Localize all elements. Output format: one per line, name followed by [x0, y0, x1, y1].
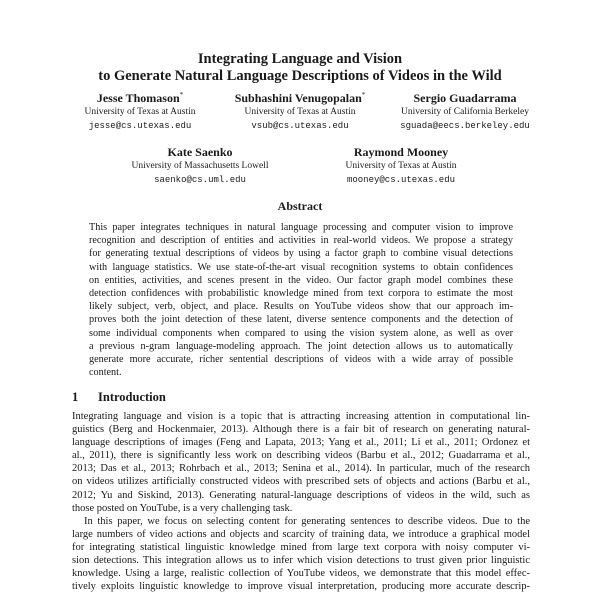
intro-line: In this paper, we focus on selecting content for generating sentences to describe videos. Due to the — [84, 515, 530, 527]
intro-line: guistics (Berg and Hockenmaier, 2013). Although there is a fair bit of research on generating natural- — [72, 424, 530, 436]
intro-line: 2013; Das et al., 2013; Rohrbach et al., 2013; Senina et al., 2014). In particular, much of the research — [72, 463, 530, 475]
section-title: Introduction — [98, 390, 166, 404]
author-name: Jesse Thomason* — [96, 91, 184, 105]
abstract-line: with language statistics. We use state-of-the-art visual recognition systems to obtain confidences — [89, 261, 513, 273]
intro-line: those posted on YouTube, is a very challenging task. — [72, 502, 293, 514]
author-email[interactable]: jesse@cs.utexas.edu — [88, 121, 192, 131]
author-affiliation: University of Texas at Austin — [84, 107, 196, 117]
title-line-1: Integrating Language and Vision — [197, 51, 403, 67]
author-name: Kate Saenko — [167, 145, 233, 159]
author-email[interactable]: saenko@cs.uml.edu — [154, 175, 246, 185]
author-block — [326, 142, 476, 188]
abstract-line: recognition and description of entities and activities in real-world videos. We propose a strategy — [89, 235, 513, 247]
abstract-line: content. — [89, 367, 122, 379]
paper-title — [0, 51, 600, 85]
author-affiliation: University of California Berkeley — [401, 107, 529, 117]
intro-line: al., 2011), there is significantly less work on describing videos (Barbu et al., 2012; Guadarrama et al., — [72, 450, 530, 462]
intro-line: large numbers of video actions and objects and scarcity of training data, we introduce a graphical model — [72, 528, 530, 540]
intro-line: tively exploits linguistic knowledge to improve visual interpretation, producing more accurate descrip- — [72, 581, 530, 593]
author-email[interactable]: sguada@eecs.berkeley.edu — [400, 121, 530, 131]
abstract-heading: Abstract — [277, 199, 323, 213]
abstract-line: proves both the joint detection of these latent, diverse sentence components and the detection of — [89, 314, 513, 326]
intro-line: 2012; Yu and Siskind, 2013). Generating natural-language descriptions of videos in the wild, such as — [72, 489, 530, 501]
author-name: Subhashini Venugopalan* — [234, 91, 366, 105]
intro-line: knowledge. Using a large, realistic collection of YouTube videos, we demonstrate that this model effec- — [72, 568, 530, 580]
author-name: Raymond Mooney — [353, 145, 449, 159]
section-heading — [72, 390, 166, 405]
author-affiliation: University of Texas at Austin — [345, 161, 457, 171]
abstract-line: likely subject, verb, object, and place. Results on YouTube videos show that our approach im- — [89, 301, 513, 313]
abstract-line: for generating textual descriptions of videos by using a factor graph to combine visual detections — [89, 248, 513, 260]
abstract-line: a previous n-gram language-modeling approach. The joint detection allows us to automatically — [89, 340, 513, 352]
author-block — [225, 88, 375, 134]
abstract-line: This paper integrates techniques in natural language processing and computer vision to improve — [89, 222, 513, 233]
abstract-line: some individual components when compared to using the vision system alone, as well as over — [89, 327, 513, 339]
intro-line: sion detections. This integration allows us to infer which vision detections to trust given prior linguistic — [72, 555, 530, 567]
author-block — [65, 88, 215, 134]
abstract-line: on entities, activities, and scenes present in the video. Our factor graph model combines these — [89, 274, 513, 286]
author-email[interactable]: vsub@cs.utexas.edu — [251, 121, 349, 131]
abstract-line: generate more accurate, richer sentential descriptions of videos with a wide array of possible — [89, 354, 513, 366]
section-number: 1 — [72, 390, 79, 404]
introduction-body — [72, 410, 530, 593]
author-email[interactable]: mooney@cs.utexas.edu — [346, 175, 456, 185]
intro-line: Integrating language and vision is a topic that is attracting increasing attention in computational lin- — [72, 411, 530, 422]
intro-line: for integrating statistical linguistic knowledge mined from large text corpora with noisy computer vi- — [72, 541, 530, 553]
intro-line: on videos utilizes artificially constructed videos with prescribed sets of objects and actions (Barbu et al., — [72, 476, 530, 488]
abstract-line: detection confidences with probabilistic knowledge mined from text corpora to estimate the most — [89, 288, 513, 300]
author-affiliation: University of Massachusetts Lowell — [131, 161, 269, 171]
author-affiliation: University of Texas at Austin — [244, 107, 356, 117]
intro-line: language descriptions of images (Feng and Lapata, 2013; Yang et al., 2011; Li et al., 2011; Ordonez et — [72, 437, 530, 449]
author-block — [385, 88, 545, 134]
title-line-2: to Generate Natural Language Descriptions of Videos in the Wild — [98, 68, 502, 84]
abstract-body — [89, 221, 513, 379]
author-name: Sergio Guadarrama — [413, 91, 517, 105]
author-block — [125, 142, 275, 188]
